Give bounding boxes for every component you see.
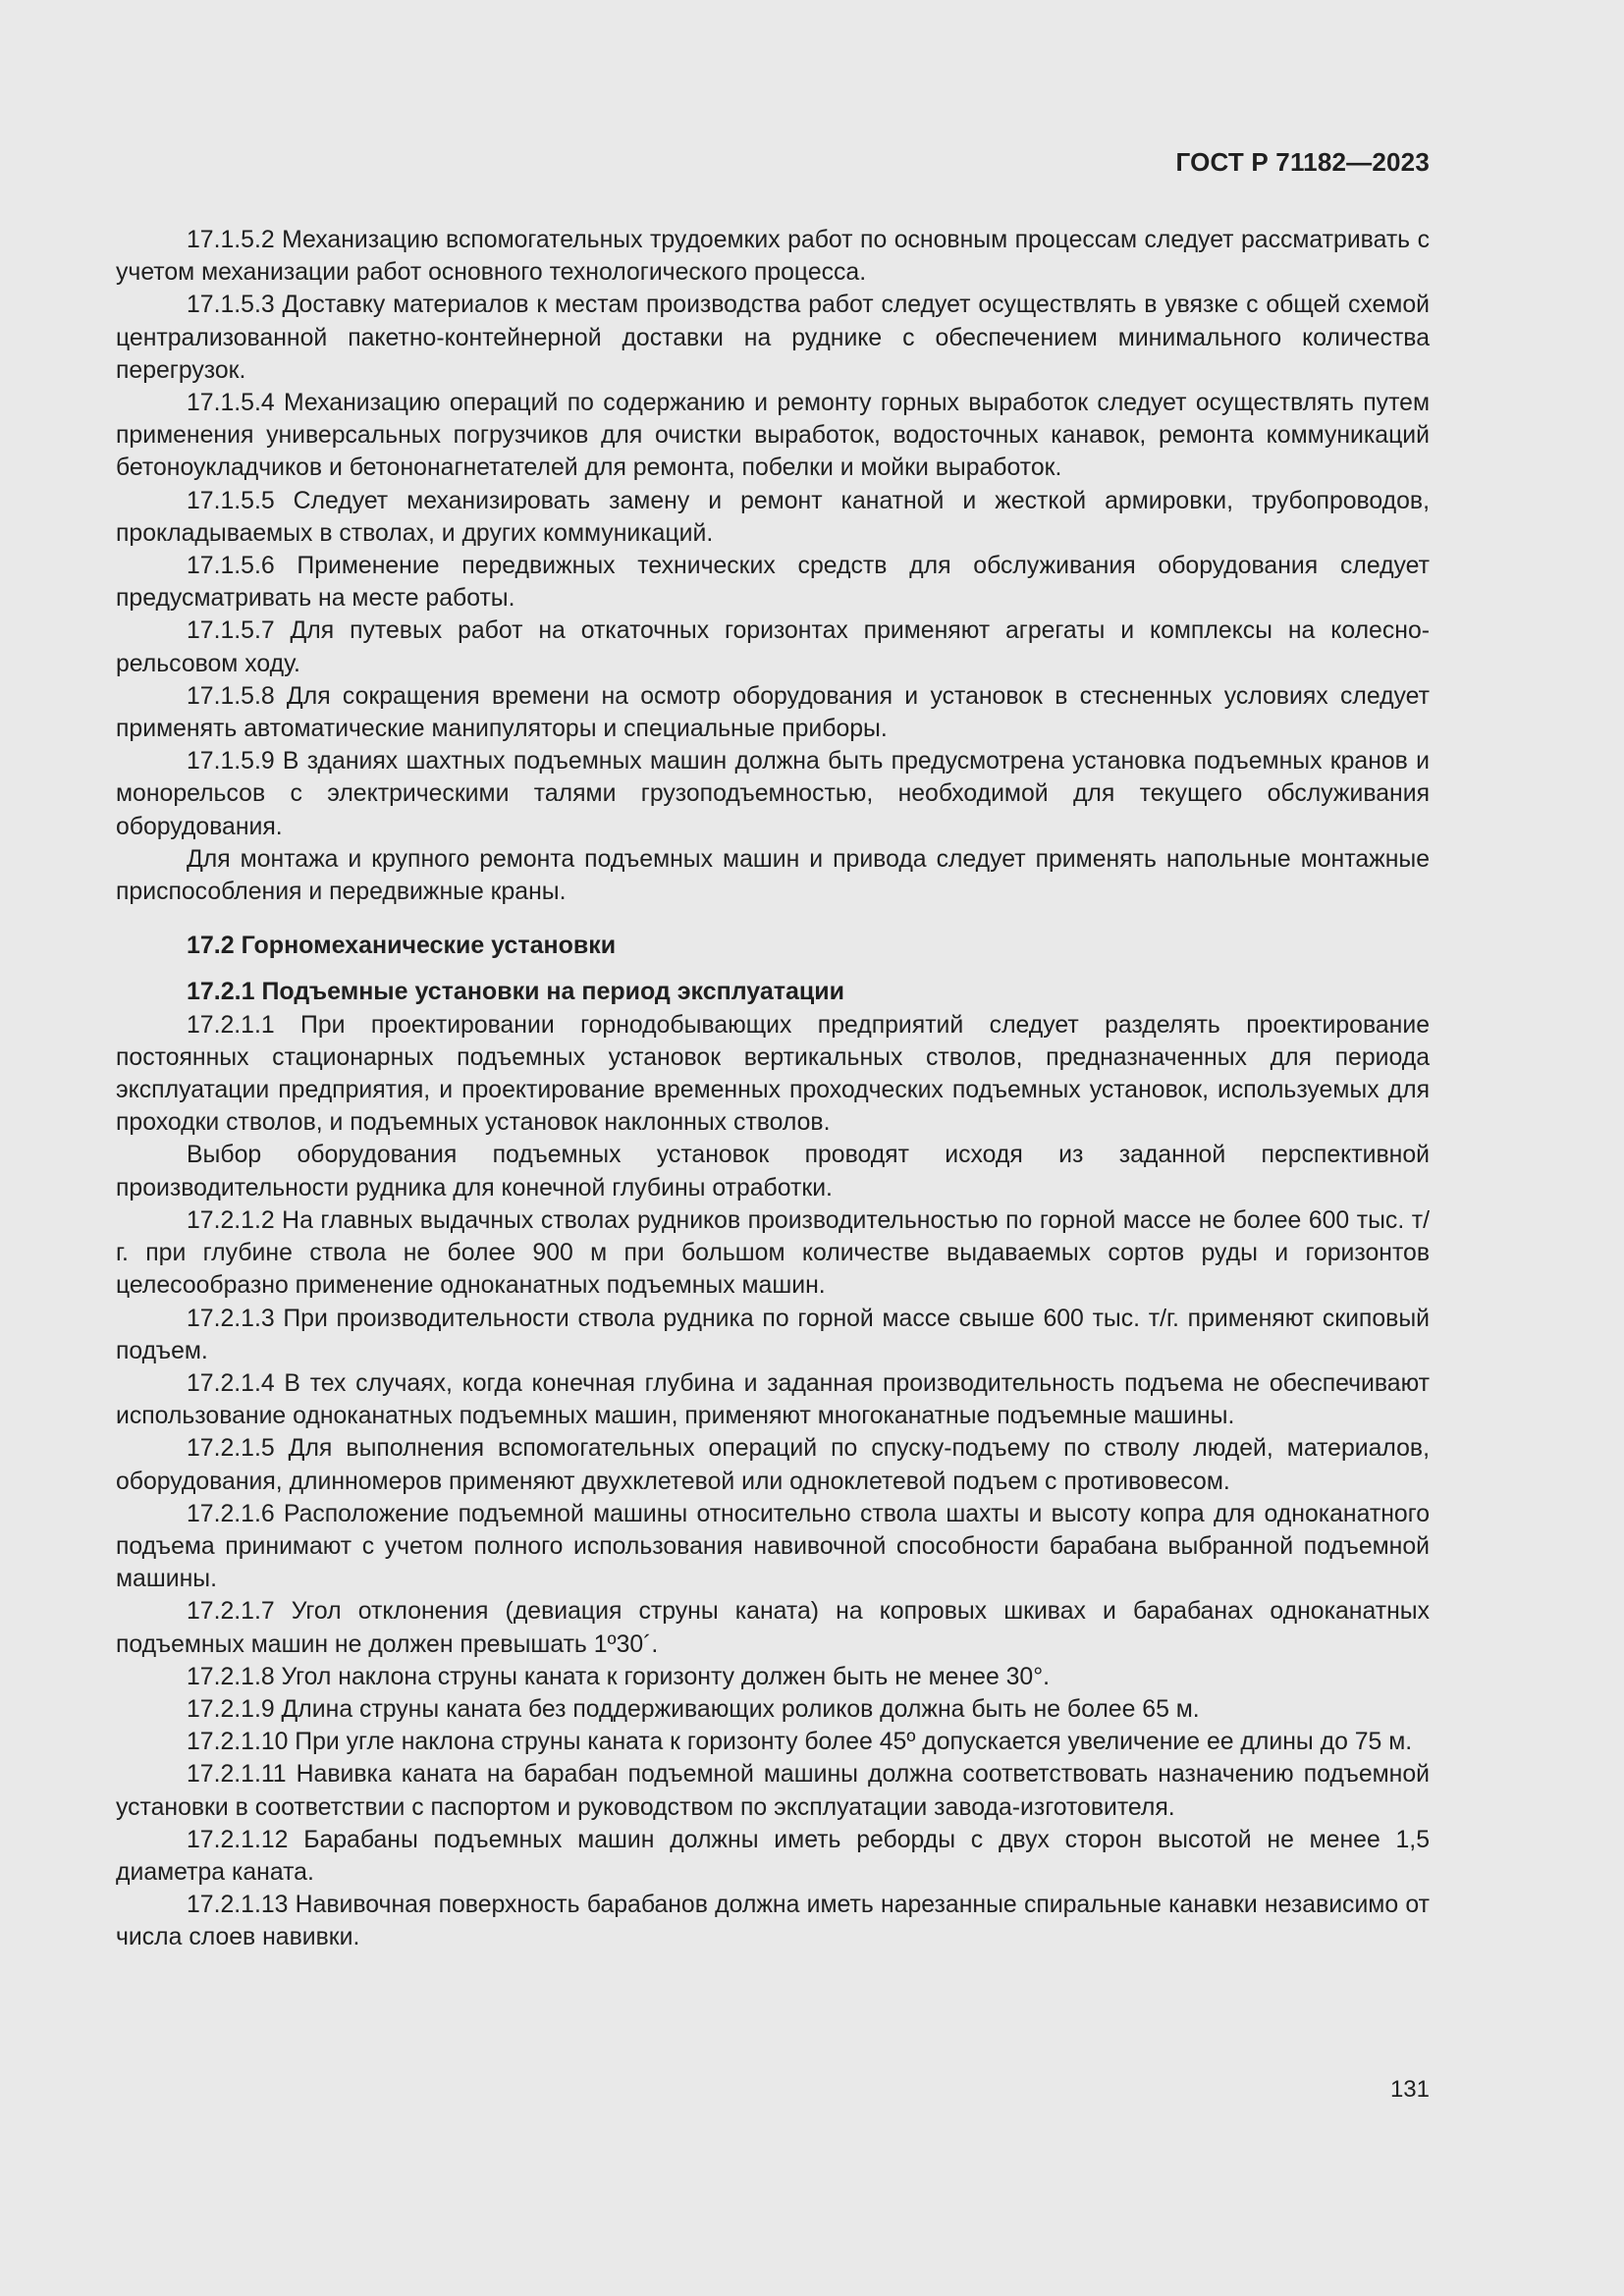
paragraph-17-2-1-2: 17.2.1.2 На главных выдачных стволах рудников производительностью по горной массе не более 600 тыс. т/г. при глубине ствола не более 900 м при большом количестве выдаваемых сортов руды и горизонтов целесообразно применение одноканатных подъемных машин.	[116, 1206, 1430, 1300]
paragraph-17-1-5-9: 17.1.5.9 В зданиях шахтных подъемных машин должна быть предусмотрена установка подъемных кранов и монорельсов с электрическими талями грузоподъемностью, необходимой для текущего обслуживания оборудования.	[116, 748, 1430, 840]
paragraph-17-2-1-12: 17.2.1.12 Барабаны подъемных машин должны иметь реборды с двух сторон высотой не менее 1,5 диаметра каната.	[116, 1826, 1430, 1886]
paragraph-mounting: Для монтажа и крупного ремонта подъемных машин и привода следует применять напольные монтажные приспособления и передвижные краны.	[116, 845, 1430, 906]
paragraph-17-1-5-2: 17.1.5.2 Механизацию вспомогательных трудоемких работ по основным процессам следует рассматривать с учетом механизации работ основного технологического процесса.	[116, 227, 1430, 287]
paragraph-17-1-5-4: 17.1.5.4 Механизацию операций по содержанию и ремонту горных выработок следует осуществлять путем применения универсальных погрузчиков для очистки выработок, водосточных канавок, ремонта коммуникаций бетоноукладчиков и бетононагнетателей для ремонта, побелки и мойки выработок.	[116, 390, 1430, 482]
paragraph-equipment-selection: Выбор оборудования подъемных установок проводят исходя из заданной перспективной производительности рудника для конечной глубины отработки.	[116, 1142, 1430, 1201]
paragraph-17-2-1-3: 17.2.1.3 При производительности ствола рудника по горной массе свыше 600 тыс. т/г. применяют скиповый подъем.	[116, 1305, 1430, 1364]
paragraph-17-2-1-7: 17.2.1.7 Угол отклонения (девиация струны каната) на копровых шкивах и барабанах одноканатных подъемных машин не должен превышать 1º30´.	[116, 1598, 1430, 1658]
subsection-title: 17.2.1 Подъемные установки на период эксплуатации	[187, 978, 845, 1006]
paragraph-17-2-1-1: 17.2.1.1 При проектировании горнодобывающих предприятий следует разделять проектирование постоянных стационарных подъемных установок вертикальных стволов, предназначенных для периода эксплуатации предприятия, и проектирование временных проходческих подъемных установок, используемых для проходки стволов, и подъемных установок наклонных стволов.	[116, 1011, 1430, 1137]
paragraph-17-2-1-5: 17.2.1.5 Для выполнения вспомогательных операций по спуску-подъему по стволу людей, материалов, оборудования, длинномеров применяют двухклетевой или одноклетевой подъем с противовесом.	[116, 1435, 1430, 1495]
paragraph-17-1-5-6: 17.1.5.6 Применение передвижных технических средств для обслуживания оборудования следует предусматривать на месте работы.	[116, 553, 1430, 613]
paragraph-17-2-1-8: 17.2.1.8 Угол наклона струны каната к горизонту должен быть не менее 30°.	[187, 1663, 1051, 1690]
paragraph-17-2-1-9: 17.2.1.9 Длина струны каната без поддерживающих роликов должна быть не более 65 м.	[187, 1695, 1200, 1723]
paragraph-17-2-1-11: 17.2.1.11 Навивка каната на барабан подъемной машины должна соответствовать назначению подъемной установки в соответствии с паспортом и руководством по эксплуатации завода-изготовителя.	[116, 1761, 1430, 1821]
page-number: 131	[1389, 2076, 1430, 2103]
document-body	[116, 224, 1430, 1954]
section-title: 17.2 Горномеханические установки	[187, 932, 617, 960]
paragraph-17-1-5-7: 17.1.5.7 Для путевых работ на откаточных горизонтах применяют агрегаты и комплексы на колесно-рельсовом ходу.	[116, 617, 1430, 677]
paragraph-17-2-1-6: 17.2.1.6 Расположение подъемной машины относительно ствола шахты и высоту копра для одноканатного подъема принимают с учетом полного использования навивочной способности барабана выбранной подъемной машины.	[116, 1500, 1430, 1593]
document-header: ГОСТ Р 71182—2023	[1175, 147, 1430, 177]
paragraph-17-1-5-3: 17.1.5.3 Доставку материалов к местам производства работ следует осуществлять в увязке с общей схемой централизованной пакетно-контейнерной доставки на руднике с обеспечением минимального количества перегрузок.	[116, 292, 1430, 384]
paragraph-17-1-5-8: 17.1.5.8 Для сокращения времени на осмотр оборудования и установок в стесненных условиях следует применять автоматические манипуляторы и специальные приборы.	[116, 682, 1430, 743]
paragraph-17-2-1-10: 17.2.1.10 При угле наклона струны каната к горизонту более 45º допускается увеличение ее длины до 75 м.	[187, 1729, 1413, 1756]
paragraph-17-1-5-5: 17.1.5.5 Следует механизировать замену и ремонт канатной и жесткой армировки, трубопроводов, прокладываемых в стволах, и других коммуникаций.	[116, 487, 1430, 547]
paragraph-17-2-1-4: 17.2.1.4 В тех случаях, когда конечная глубина и заданная производительность подъема не обеспечивают использование одноканатных подъемных машин, применяют многоканатные подъемные машины.	[116, 1369, 1430, 1430]
paragraph-17-2-1-13: 17.2.1.13 Навивочная поверхность барабанов должна иметь нарезанные спиральные канавки независимо от числа слоев навивки.	[116, 1892, 1430, 1951]
